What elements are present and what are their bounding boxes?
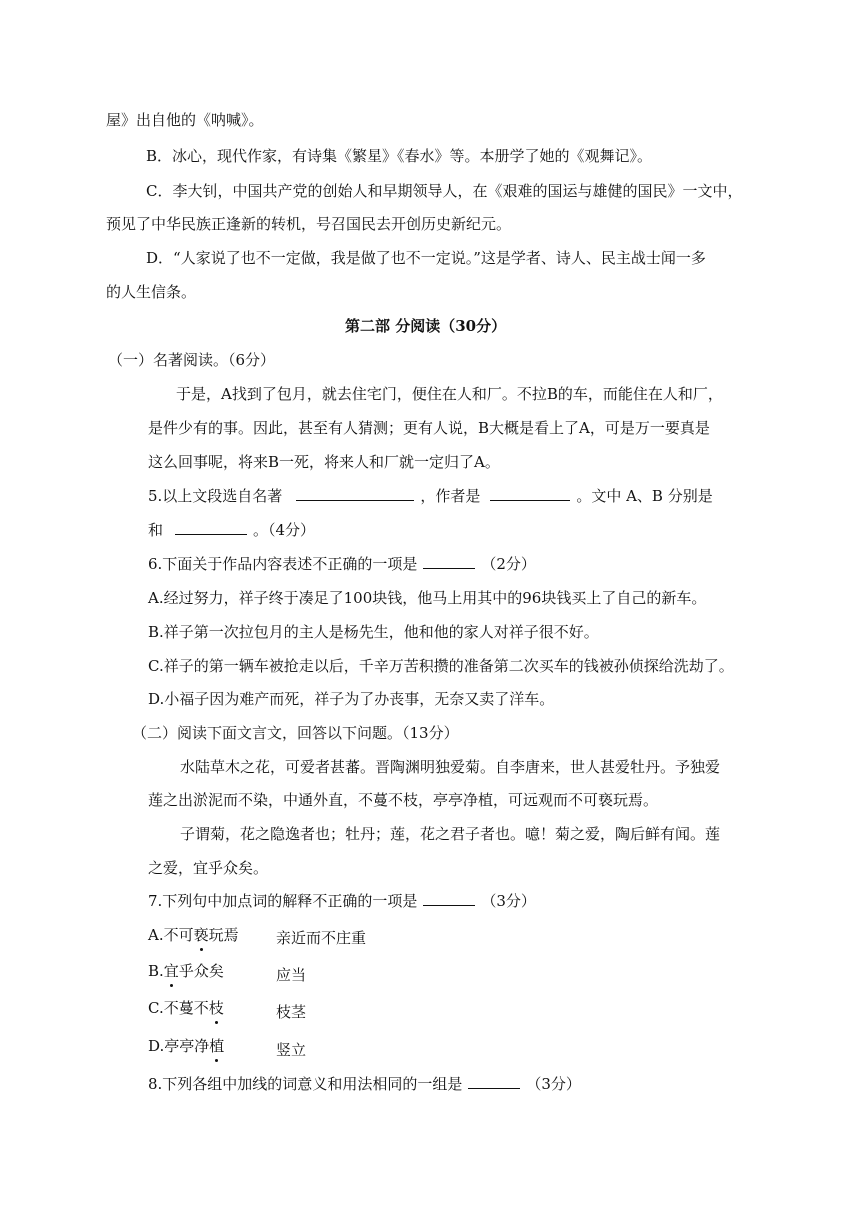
part1-heading: （一）名著阅读。（6分） — [108, 351, 276, 369]
dotted-word: 亵 — [193, 926, 209, 944]
option-text: 乎众矣 — [178, 962, 224, 980]
answer-blank[interactable] — [490, 486, 570, 501]
text-line: 屋》出自他的《呐喊》。 — [106, 111, 264, 129]
answer-blank[interactable] — [423, 891, 475, 906]
question-7-option-d — [148, 1036, 224, 1056]
passage-line: 是件少有的事。因此，甚至有人猜测；更有人说，B大概是看上了A，可是万一要真是 — [148, 419, 710, 437]
answer-blank[interactable] — [423, 554, 475, 569]
question-6-option-a: A.经过努力，祥子终于凑足了100块钱，他马上用其中的96块钱买上了自己的新车。 — [148, 589, 707, 607]
option-text: B. — [148, 962, 164, 980]
question-7-option-a — [148, 925, 239, 945]
question-6-score: （2分） — [481, 555, 536, 573]
option-text: A.不可 — [148, 926, 194, 944]
question-6-option-c: C.祥子的第一辆车被抢走以后，千辛万苦积攒的准备第二次买车的钱被孙侦探给洗劫了。 — [148, 657, 734, 675]
option-meaning: 应当 — [276, 966, 307, 984]
dotted-word: 枝 — [208, 999, 224, 1017]
option-c-line: C．李大钊，中国共产党的创始人和早期领导人，在《艰难的国运与雄健的国民》一文中， — [146, 182, 743, 200]
option-meaning: 亲近而不庄重 — [276, 929, 367, 947]
question-6-text: 6.下面关于作品内容表述不正确的一项是 — [148, 555, 418, 573]
question-8 — [148, 1074, 581, 1094]
question-7-option-c — [148, 998, 224, 1018]
classical-text-line: 水陆草木之花，可爱者甚蕃。晋陶渊明独爱菊。自李唐来，世人甚爱牡丹。予独爱 — [180, 758, 721, 776]
text-line: 预见了中华民族正逢新的转机，号召国民去开创历史新纪元。 — [106, 215, 512, 233]
question-6-option-b: B.祥子第一次拉包月的主人是杨先生，他和他的家人对祥子很不好。 — [148, 623, 599, 641]
question-5-text: 5.以上文段选自名著 — [148, 487, 283, 505]
option-meaning: 枝茎 — [276, 1003, 307, 1021]
dotted-word: 宜 — [163, 962, 179, 980]
option-b-line: B．冰心，现代作家，有诗集《繁星》《春水》等。本册学了她的《观舞记》。 — [146, 147, 653, 165]
question-7 — [148, 891, 536, 911]
answer-blank[interactable] — [296, 486, 414, 501]
classical-text-line: 莲之出淤泥而不染，中通外直，不蔓不枝，亭亭净植，可远观而不可亵玩焉。 — [148, 791, 659, 809]
question-7-text: 7.下列句中加点词的解释不正确的一项是 — [148, 892, 418, 910]
question-7-score: （3分） — [481, 892, 536, 910]
question-7-option-b — [148, 961, 224, 981]
question-6 — [148, 554, 536, 574]
question-8-text: 8.下列各组中加线的词意义和用法相同的一组是 — [148, 1075, 463, 1093]
classical-text-line: 之爱，宜乎众矣。 — [148, 859, 269, 877]
passage-line: 这么回事呢，将来B一死，将来人和厂就一定归了A。 — [148, 453, 500, 471]
option-meaning: 竖立 — [276, 1041, 307, 1059]
passage-line: 于是，A找到了包月，就去住宅门，便住在人和厂。不拉B的车，而能住在人和厂， — [176, 385, 723, 403]
option-text: C.不蔓不 — [148, 999, 209, 1017]
answer-blank[interactable] — [175, 520, 247, 535]
section-title: 第二部 分阅读（30分） — [345, 317, 507, 335]
question-5-text: ，作者是 — [420, 487, 481, 505]
text-line: 的人生信条。 — [106, 283, 197, 301]
part2-heading: （二）阅读下面文言文，回答以下问题。（13分） — [132, 724, 459, 742]
option-text: 玩焉 — [208, 926, 239, 944]
classical-text-line: 子谓菊，花之隐逸者也；牡丹；莲，花之君子者也。噫！菊之爱，陶后鲜有闻。莲 — [180, 825, 721, 843]
question-5-line2 — [148, 520, 315, 540]
option-d-line: D．“人家说了也不一定做，我是做了也不一定说。”这是学者、诗人、民主战士闻一多 — [146, 249, 706, 267]
answer-blank[interactable] — [468, 1074, 520, 1089]
question-5-text: 和 — [148, 521, 164, 539]
question-5-text: 。文中 A、B 分别是 — [576, 487, 713, 505]
option-text: D.亭亭净 — [148, 1037, 210, 1055]
question-5-line1 — [148, 486, 713, 506]
question-5-text: 。（4分） — [253, 521, 316, 539]
dotted-word: 植 — [209, 1037, 225, 1055]
question-6-option-d: D.小福子因为难产而死，祥子为了办丧事，无奈又卖了洋车。 — [148, 690, 555, 708]
question-8-score: （3分） — [526, 1075, 581, 1093]
